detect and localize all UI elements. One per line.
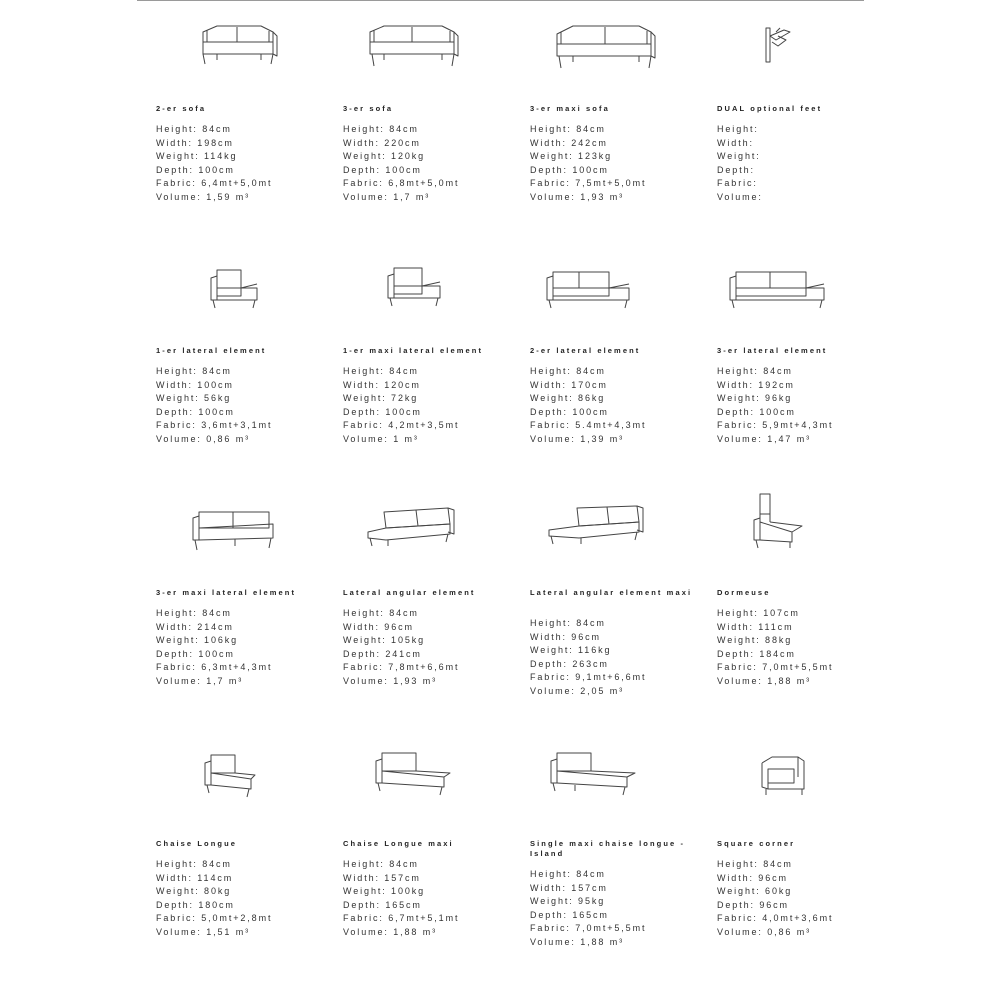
sofa-2-seat-icon [145,10,332,90]
spec-depth: Depth: 100cm [717,406,796,417]
product-illustration [332,745,519,825]
spec-width: Width: 111cm [717,621,794,632]
product-grid [145,10,885,990]
spec-depth: Depth: 100cm [530,164,609,175]
product-specs [717,123,893,205]
single-maxi-chaise-longue-island-icon [519,745,706,825]
spec-volume: Volume: 1,93 m³ [530,191,625,202]
spec-width: Width: 157cm [530,882,608,893]
product-card [332,252,519,494]
spec-width: Width: 170cm [530,379,608,390]
spec-width: Width: 96cm [717,872,788,883]
spec-height: Height: 84cm [156,124,232,134]
spec-volume: Volume: 1,47 m³ [717,433,812,444]
spec-depth: Depth: 263cm [530,658,609,669]
spec-volume: Volume: 1,88 m³ [717,675,812,686]
spec-weight: Weight: 114kg [156,151,238,162]
product-title: Chaise Longue [156,839,238,848]
spec-weight: Weight: 60kg [717,886,793,897]
spec-volume: Volume: [717,191,763,202]
product-card [332,494,519,745]
product-title: Square corner [717,839,796,848]
product-card [145,252,332,494]
spec-fabric: Fabric: 7,8mt+6,6mt [343,662,460,673]
spec-width: Width: 220cm [343,137,421,148]
product-specs [156,858,332,940]
product-illustration [145,252,332,332]
spec-height: Height: 84cm [343,124,419,134]
product-specs [156,365,332,447]
product-card [145,10,332,252]
product-card [519,252,706,494]
square-corner-icon [706,745,893,825]
product-illustration [145,10,332,90]
product-title: Single maxi chaise longue - Island [530,839,686,858]
product-title: 2-er sofa [156,104,207,113]
product-illustration [332,252,519,332]
spec-width: Width: [717,137,754,148]
spec-height: Height: [717,124,759,134]
product-title: 3-er maxi sofa [530,104,610,113]
product-illustration [519,252,706,332]
spec-height: Height: 84cm [156,366,232,376]
spec-volume: Volume: 1,7 m³ [343,191,431,202]
spec-fabric: Fabric: 6,7mt+5,1mt [343,913,460,924]
product-illustration [519,745,706,825]
spec-width: Width: 192cm [717,379,795,390]
spec-fabric: Fabric: 7,0mt+5,5mt [530,923,647,934]
spec-width: Width: 96cm [343,621,414,632]
spec-depth: Depth: 100cm [343,164,422,175]
spec-weight: Weight: 105kg [343,635,426,646]
product-title: Lateral angular element maxi [530,588,693,597]
product-title: 3-er sofa [343,104,394,113]
product-illustration [332,494,519,574]
product-specs [530,617,706,699]
spec-depth: Depth: [717,164,755,175]
spec-fabric: Fabric: 7,5mt+5,0mt [530,178,647,189]
spec-volume: Volume: 0,86 m³ [156,433,251,444]
product-card [519,745,706,990]
product-card [706,494,893,745]
optional-feet-icon [706,10,893,90]
spec-weight: Weight: 96kg [717,393,793,404]
spec-height: Height: 107cm [717,608,800,618]
spec-fabric: Fabric: 5,0mt+2,8mt [156,913,273,924]
spec-width: Width: 242cm [530,137,608,148]
product-card [706,10,893,252]
spec-width: Width: 114cm [156,872,234,883]
spec-width: Width: 96cm [530,631,601,642]
product-card [519,10,706,252]
spec-width: Width: 157cm [343,872,421,883]
spec-depth: Depth: 100cm [156,406,235,417]
spec-weight: Weight: 95kg [530,896,606,907]
product-illustration [706,745,893,825]
product-card [519,494,706,745]
product-specs [343,858,519,940]
product-illustration [706,494,893,574]
chaise-longue-maxi-icon [332,745,519,825]
spec-volume: Volume: 1,88 m³ [343,926,438,937]
sofa-3-seat-icon [332,10,519,90]
product-specs [156,123,332,205]
product-specs [156,607,332,689]
spec-height: Height: 84cm [156,608,232,618]
spec-height: Height: 84cm [343,366,419,376]
product-card [145,745,332,990]
product-illustration [706,252,893,332]
spec-fabric: Fabric: 9,1mt+6,6mt [530,672,647,683]
spec-weight: Weight: 72kg [343,393,419,404]
product-card [332,10,519,252]
spec-depth: Depth: 100cm [343,406,422,417]
product-title: 1-er maxi lateral element [343,346,484,355]
spec-height: Height: 84cm [717,366,793,376]
spec-volume: Volume: 1 m³ [343,433,419,444]
spec-volume: Volume: 1,88 m³ [530,936,625,947]
product-card [706,745,893,990]
spec-weight: Weight: 88kg [717,635,793,646]
spec-volume: Volume: 1,51 m³ [156,926,251,937]
product-specs [343,607,519,689]
spec-width: Width: 214cm [156,621,234,632]
spec-height: Height: 84cm [530,366,606,376]
lateral-element-1-maxi-icon [332,252,519,332]
product-title: Chaise Longue maxi [343,839,454,848]
lateral-angular-element-maxi-icon [519,494,706,574]
product-title: 3-er lateral element [717,346,828,355]
spec-depth: Depth: 100cm [156,648,235,659]
spec-depth: Depth: 100cm [156,164,235,175]
product-specs [530,365,706,447]
spec-weight: Weight: 120kg [343,151,426,162]
product-illustration [519,10,706,90]
spec-weight: Weight: 56kg [156,393,232,404]
top-divider [137,0,864,1]
product-illustration [145,494,332,574]
lateral-element-3-maxi-icon [145,494,332,574]
product-title: 3-er maxi lateral element [156,588,297,597]
product-card [145,494,332,745]
product-title: 1-er lateral element [156,346,267,355]
spec-fabric: Fabric: 4,0mt+3,6mt [717,913,834,924]
spec-volume: Volume: 2,05 m³ [530,685,625,696]
spec-fabric: Fabric: 4,2mt+3,5mt [343,420,460,431]
spec-height: Height: 84cm [343,608,419,618]
product-specs [343,123,519,205]
spec-weight: Weight: 80kg [156,886,232,897]
lateral-angular-element-icon [332,494,519,574]
spec-height: Height: 84cm [156,859,232,869]
product-specs [530,123,706,205]
spec-weight: Weight: 100kg [343,886,426,897]
spec-volume: Volume: 1,39 m³ [530,433,625,444]
dormeuse-icon [706,494,893,574]
spec-height: Height: 84cm [530,124,606,134]
spec-height: Height: 84cm [530,869,606,879]
spec-volume: Volume: 0,86 m³ [717,926,812,937]
product-card [332,745,519,990]
spec-fabric: Fabric: 7,0mt+5,5mt [717,662,834,673]
spec-height: Height: 84cm [530,618,606,628]
spec-volume: Volume: 1,93 m³ [343,675,438,686]
spec-depth: Depth: 96cm [717,899,789,910]
spec-width: Width: 120cm [343,379,421,390]
product-specs [343,365,519,447]
chaise-longue-icon [145,745,332,825]
lateral-element-2-icon [519,252,706,332]
product-specs [717,607,893,689]
spec-volume: Volume: 1,7 m³ [156,675,244,686]
spec-fabric: Fabric: 3,6mt+3,1mt [156,420,273,431]
spec-fabric: Fabric: 6,3mt+4,3mt [156,662,273,673]
spec-height: Height: 84cm [343,859,419,869]
spec-width: Width: 100cm [156,379,234,390]
spec-weight: Weight: 106kg [156,635,239,646]
product-illustration [519,494,706,574]
product-illustration [145,745,332,825]
spec-fabric: Fabric: 5.4mt+4,3mt [530,420,647,431]
lateral-element-1-icon [145,252,332,332]
spec-fabric: Fabric: 6,8mt+5,0mt [343,178,460,189]
spec-weight: Weight: 86kg [530,393,606,404]
product-title: Lateral angular element [343,588,476,597]
spec-fabric: Fabric: 5,9mt+4,3mt [717,420,834,431]
product-card [706,252,893,494]
spec-weight: Weight: 123kg [530,151,613,162]
spec-fabric: Fabric: [717,178,758,189]
spec-height: Height: 84cm [717,859,793,869]
spec-depth: Depth: 100cm [530,406,609,417]
spec-depth: Depth: 180cm [156,899,235,910]
spec-weight: Weight: [717,151,761,162]
sofa-3-seat-maxi-icon [519,10,706,90]
product-specs [717,365,893,447]
spec-depth: Depth: 165cm [343,899,422,910]
spec-weight: Weight: 116kg [530,645,612,656]
spec-depth: Depth: 165cm [530,909,609,920]
product-illustration [706,10,893,90]
product-specs [530,868,706,950]
product-illustration [332,10,519,90]
product-specs [717,858,893,940]
product-title: DUAL optional feet [717,104,823,113]
spec-volume: Volume: 1,59 m³ [156,191,251,202]
spec-width: Width: 198cm [156,137,234,148]
spec-depth: Depth: 241cm [343,648,422,659]
spec-fabric: Fabric: 6,4mt+5,0mt [156,178,273,189]
product-title: 2-er lateral element [530,346,641,355]
spec-depth: Depth: 184cm [717,648,796,659]
product-title: Dormeuse [717,588,771,597]
lateral-element-3-icon [706,252,893,332]
